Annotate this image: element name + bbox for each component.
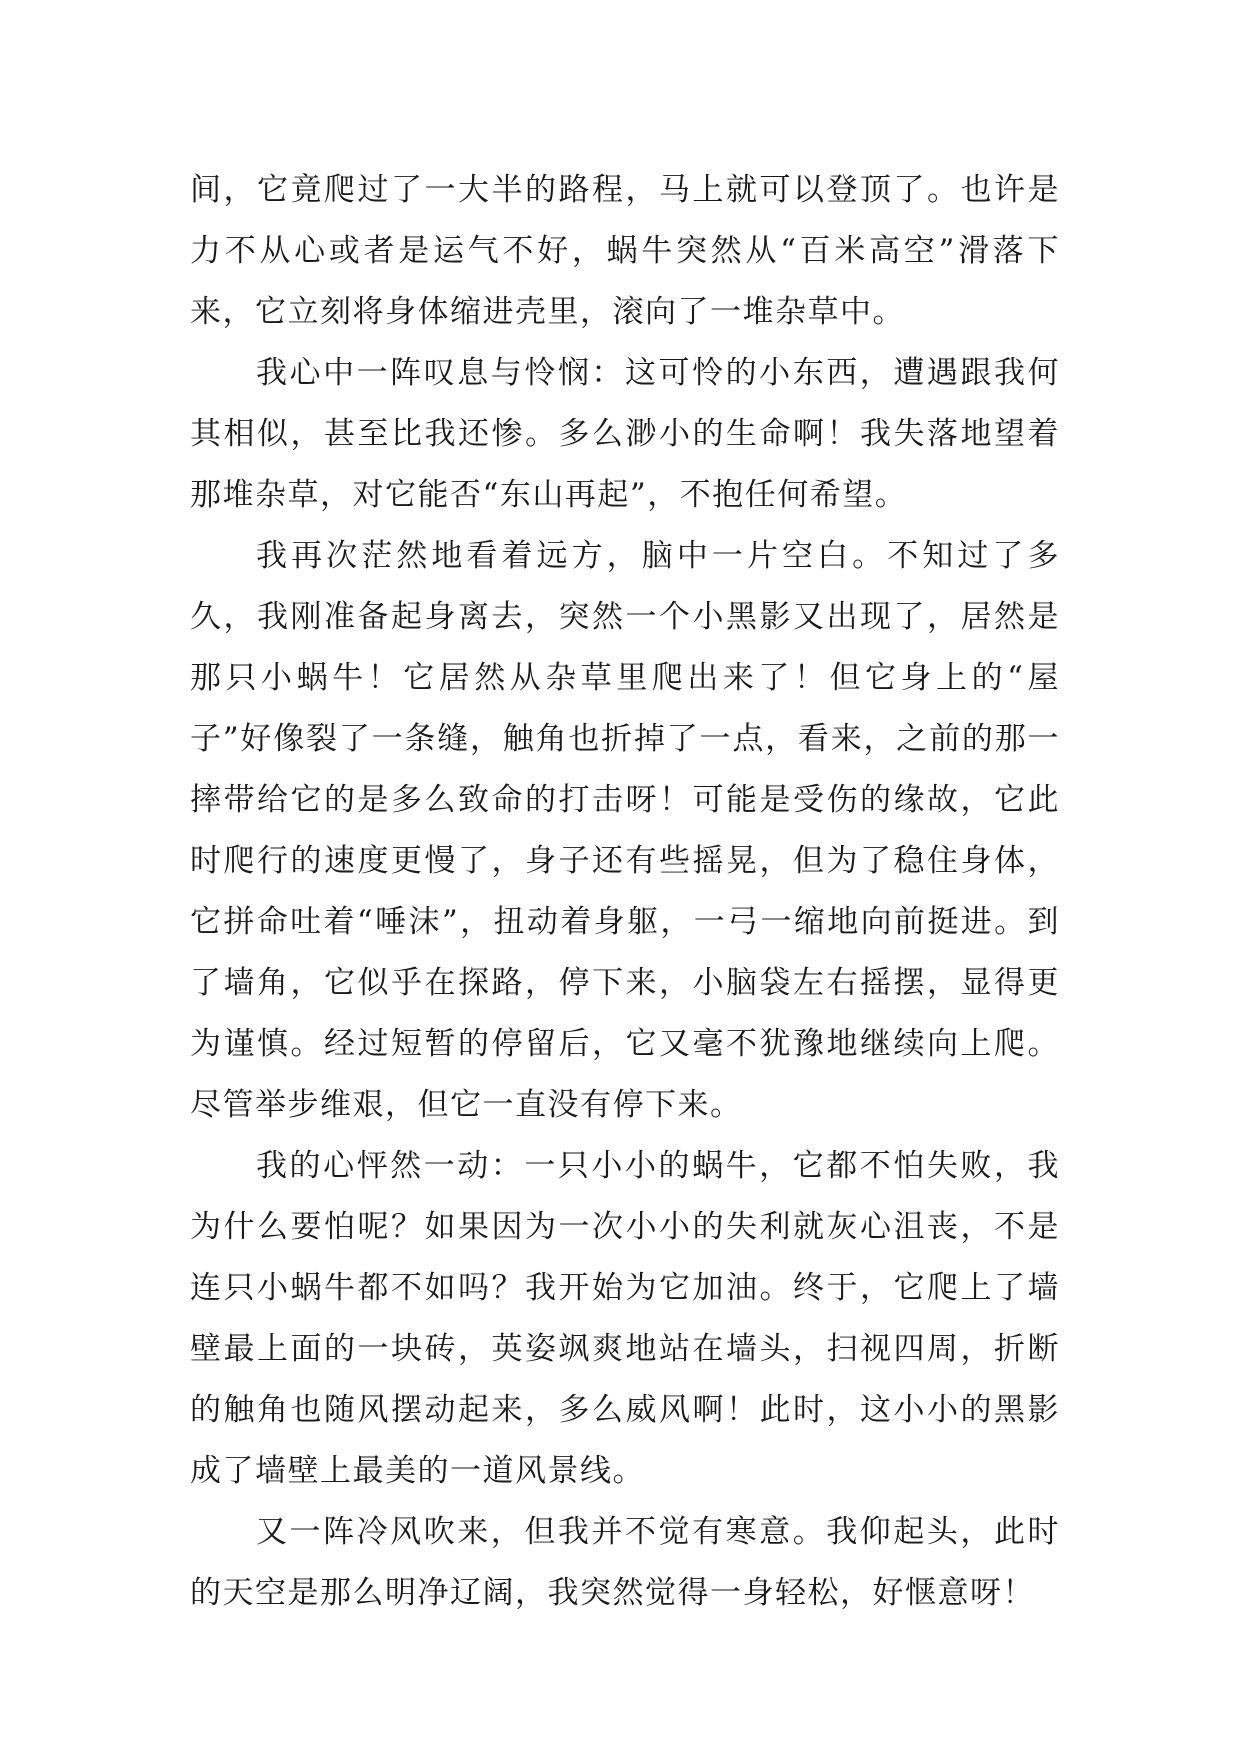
paragraph-continuation: 间，它竟爬过了一大半的路程，马上就可以登顶了。也许是力不从心或者是运气不好，蜗牛突然从“百米高空”滑落下来，它立刻将身体缩进壳里，滚向了一堆杂草中。 xyxy=(190,172,1060,330)
paragraph: 我再次茫然地看着远方，脑中一片空白。不知过了多久，我刚准备起身离去，突然一个小黑影又出现了，居然是那只小蜗牛！它居然从杂草里爬出来了！但它身上的“屋子”好像裂了一条缝，触角也折掉了一点，看来，之前的那一摔带给它的是多么致命的打击呀！可能是受伤的缘故，它此时爬行的速度更慢了，身子还有些摇晃，但为了稳住身体，它拼命吐着“唾沫”，扭动着身躯，一弓一缩地向前挺进。到了墙角，它似乎在探路，停下来，小脑袋左右摇摆，显得更为谨慎。经过短暂的停留后，它又毫不犹豫地继续向上爬。尽管举步维艰，但它一直没有停下来。 xyxy=(190,538,1060,1123)
essay-body xyxy=(190,160,1060,1624)
paragraph: 我的心怦然一动：一只小小的蜗牛，它都不怕失败，我为什么要怕呢？如果因为一次小小的失利就灰心沮丧，不是连只小蜗牛都不如吗？我开始为它加油。终于，它爬上了墙壁最上面的一块砖，英姿飒爽地站在墙头，扫视四周，折断的触角也随风摆动起来，多么威风啊！此时，这小小的黑影成了墙壁上最美的一道风景线。 xyxy=(190,1148,1060,1489)
paragraph: 我心中一阵叹息与怜悯：这可怜的小东西，遭遇跟我何其相似，甚至比我还惨。多么渺小的生命啊！我失落地望着那堆杂草，对它能否“东山再起”，不抱任何希望。 xyxy=(190,355,1060,513)
paragraph: 又一阵冷风吹来，但我并不觉有寒意。我仰起头，此时的天空是那么明净辽阔，我突然觉得一身轻松，好惬意呀！ xyxy=(190,1514,1060,1611)
